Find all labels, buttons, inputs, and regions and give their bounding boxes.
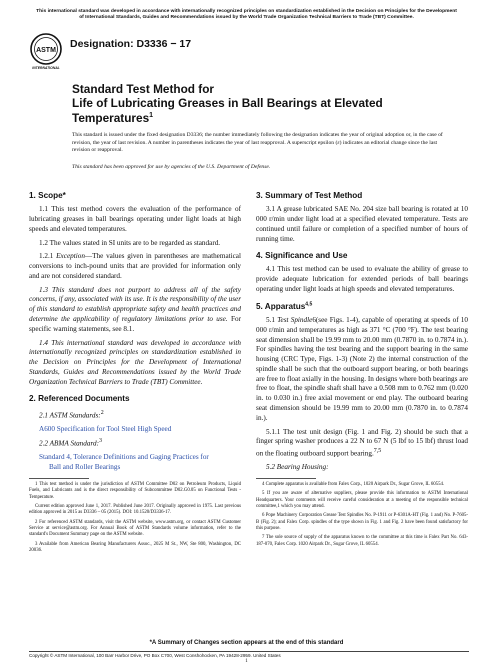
issue-note: This standard is issued under the fixed designation D3336; the number immediately following the designation indicates the year of original adoption or, in the case of revision, the year of last revision. A number in parentheses indicates the year of last reapproval. A superscript epsilon (ε) indicates an editorial change since the last revision or reapproval.: [72, 132, 443, 154]
section-heading-referenced-documents: 2. Referenced Documents: [29, 394, 130, 404]
page-number: 1: [245, 659, 248, 664]
paragraph-3-1: 3.1 A grease lubricated SAE No. 204 size ball bearing is rotated at 10 000 r/min under light load at a specified elevated temperature. Tests are continued until failure or completion of a specified number of hours of running time.: [256, 205, 468, 243]
paragraph-1-2-1: 1.2.1 Exception—The values given in parentheses are mathematical conversions to inch-pound units that are provided for information only and are not considered standard.: [29, 252, 241, 280]
designation: Designation: D3336 − 17: [70, 38, 192, 50]
footnote-4: 4 Complete apparatus is available from Falex Corp., 1020 Airpark Dr., Sugar Grove, IL 60554.: [262, 482, 445, 487]
paragraph-1-2: 1.2 The values stated in SI units are to be regarded as standard.: [39, 238, 221, 247]
footnotes-left: [29, 482, 241, 557]
title-line-1: Standard Test Method for: [72, 82, 215, 96]
paragraph-2-2: 2.2 ABMA Standard:$^3$: [39, 437, 102, 447]
dod-approval-note: This standard has been approved for use by agencies of the U.S. Department of Defense.: [72, 164, 271, 170]
international-standard-notice: This international standard was developed in accordance with internationally recognized principles on standardization established in the Decision on Principles for the Development of International Standards, Guides and Recommendations issued by the World Trade Organization Technical Barriers to Trade (TBT) Committee.: [36, 9, 457, 21]
paragraph-5-1-1: 5.1.1 The test unit design (Fig. 1 and Fig. 2) should be such that a finger spring washer produces a 22 N to 67 N (5 lbf to 15 lbf) thrust load on the floating outboard support bearing.$^{7,5}$: [256, 427, 468, 458]
paragraph-1-1: 1.1 This test method covers the evaluation of the performance of lubricating greases in ball bearings operating under light loads at high speeds and elevated temperatures.: [29, 205, 241, 233]
document-title: [72, 82, 472, 125]
section-heading-scope: 1. Scope*: [29, 191, 66, 200]
paragraph-4-1: 4.1 This test method can be used to evaluate the ability of grease to provide adequate lubrication for extended periods of ball bearings operating under light loads at high speeds and elevated temperatures.: [256, 265, 468, 293]
footnote-5: 5 If you are aware of alternative suppliers, please provide this information to ASTM International Headquarters. Your comments will receive careful consideration at a meeting of the responsible technical committee,1 which you may attend.: [256, 491, 468, 509]
paragraph-5-2: 5.2 Bearing Housing:: [266, 463, 329, 472]
summary-of-changes-note: *A Summary of Changes section appears at the end of this standard: [149, 640, 344, 646]
copyright-line: Copyright © ASTM International, 100 Barr Harbor Drive, PO Box C700, West Conshohocken, PA 19428-2959. United States: [29, 651, 469, 658]
footnote-6: 6 Pope Machinery Corporation Grease Test Spindles No. P-1911 or P-6301A-HT (Fig. 1 and) No. P-7605-B (Fig. 2); and Falex Corp. spindles of the type shown in Fig. 1 and Fig. 2 have been found satisfactory for this purpose.: [256, 513, 468, 531]
footnote-3: 3 Available from American Bearing Manufacturers Assoc., 2025 M St., NW, Ste 800, Washington, DC 20036.: [29, 541, 241, 553]
section-heading-significance: 4. Significance and Use: [256, 251, 348, 261]
reference-a600-link[interactable]: A600 Specification for Tool Steel High Speed: [39, 424, 172, 433]
section-heading-summary: 3. Summary of Test Method: [256, 191, 363, 200]
left-column: [29, 184, 241, 474]
right-column: [256, 184, 468, 477]
title-footnote-mark: 1: [149, 111, 154, 119]
footnote-2: 2 For referenced ASTM standards, visit the ASTM website, www.astm.org, or contact ASTM Customer Service at service@astm.org. For Annual Book of ASTM Standards volume information, refer to the standard's Document Summary page on the ASTM website.: [29, 519, 241, 538]
title-line-2: Life of Lubricating Greases in Ball Bearings at Elevated: [72, 96, 383, 111]
footnote-1-edition: Current edition approved June 1, 2017. Published June 2017. Originally approved in 1975. Last previous edition approved in 2015 as D3336 – 05 (2015). DOI: 10.1520/D3336-17.: [29, 503, 241, 516]
footnote-divider-left: [29, 478, 89, 479]
paragraph-1-4: 1.4 This international standard was developed in accordance with internationally recognized principles on standardization established in the Decision on Principles for the Development of International Standards, Guides and Recommendations issued by the World Trade Organization Technical Barriers to Trade (TBT) Committee.: [29, 338, 241, 386]
footnote-7: 7 The sole source of supply of the apparatus known to the committee at this time is Falex Part No. 643-187-070, Falex Corp. 1020 Airpark Dr., Sugar Grove, IL 60554.: [256, 535, 468, 547]
astm-logo-icon: [29, 32, 63, 70]
logo-text: ASTM: [36, 47, 56, 54]
reference-abma-standard-4-link[interactable]: Standard 4, Tolerance Definitions and Gaging Practices for Ball and Roller Bearings: [39, 452, 209, 471]
paragraph-5-1: 5.1 Test Spindle6(see Figs. 1-4), capable of operating at speeds of 10 000 r/min and temperatures as high as 371 °C (700 °F). The test bearing seat dimension shall be 19.99 mm to 20.00 mm (0.7870 in. to 0.7874 in.). For spindles having the test bearing and the support bearing in the same housing (CRC Type, Figs. 1-3) (Note 2) the internal construction of the spindle shall be such that the outboard support bearing, or both bearings are free to float axially in the housing. In designs where both bearings are free to float, the spindle shaft shall have a 0.508 mm to 0.762 mm (0.020 in. to 0.030 in.) free axial movement or end play. The outboard bearing seat dimension should be 19.99 mm to 20.00 mm (0.7870 in. to 0.7874 in.).: [256, 315, 468, 422]
footnote-divider-right: [256, 478, 316, 479]
title-line-3: Temperatures$^1$: [72, 110, 154, 125]
section-heading-apparatus: 5. Apparatus$^{4,5}$: [256, 301, 313, 311]
paragraph-1-3: 1.3 This standard does not purport to address all of the safety concerns, if any, associated with its use. It is the responsibility of the user of this standard to establish appropriate safety and health practices and determine the applicability of regulatory limitations prior to use. For specific warning statements, see 8.1.: [29, 285, 241, 333]
footnotes-right: [256, 482, 468, 551]
footnote-1: 1 This test method is under the jurisdiction of ASTM Committee D02 on Petroleum Products, Liquid Fuels, and Lubricants and is the direct responsibility of Subcommittee D02.G0.05 on Functional Tests - Temperature.: [29, 482, 241, 500]
paragraph-2-1: 2.1 ASTM Standards:$^2$: [39, 409, 104, 419]
logo-subtext: INTERNATIONAL: [32, 66, 60, 70]
